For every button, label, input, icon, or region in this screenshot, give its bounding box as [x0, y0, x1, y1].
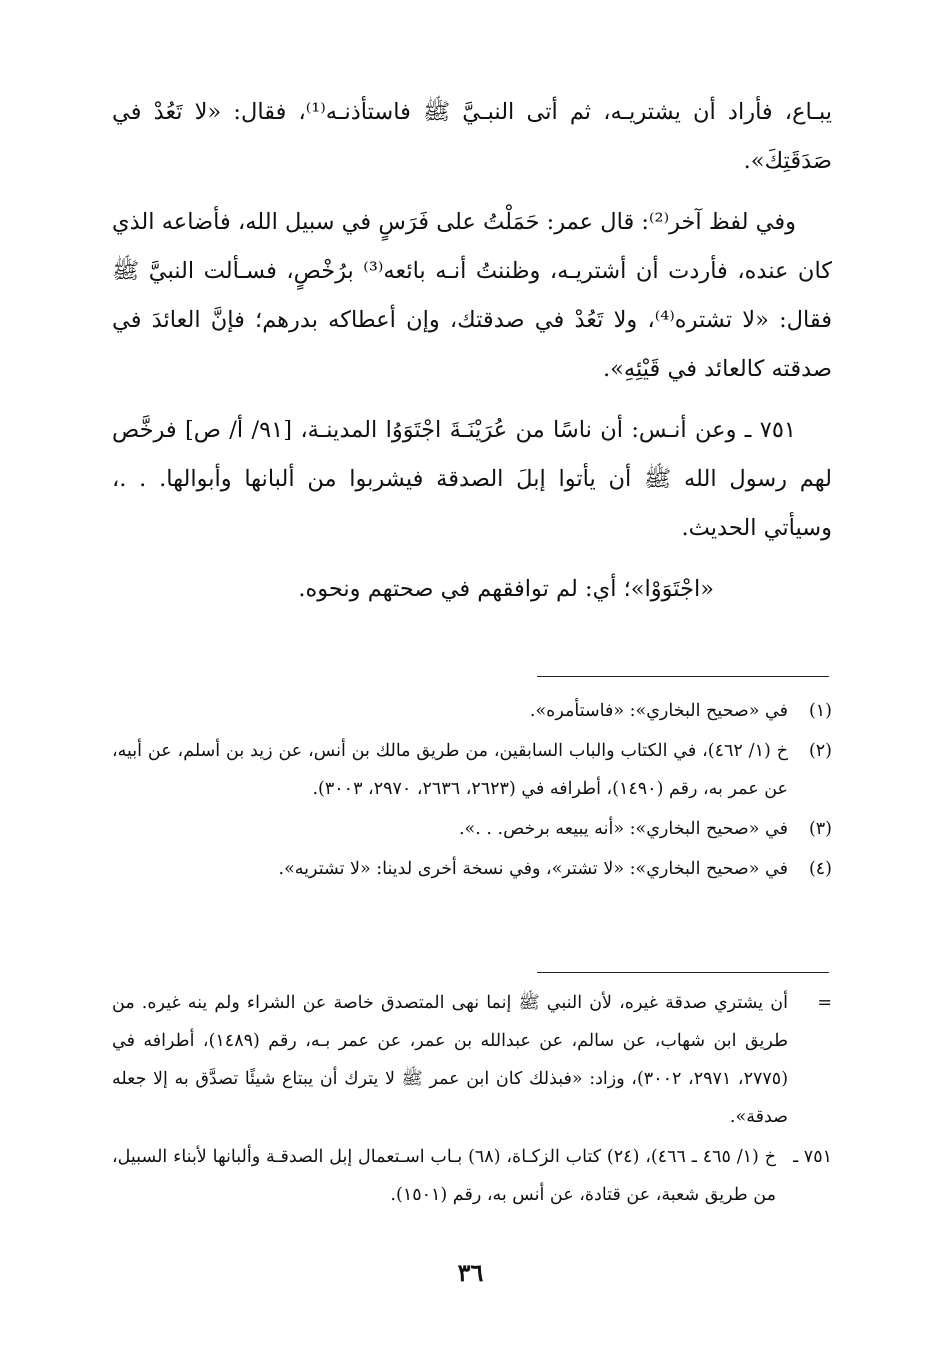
paragraph-explanation: «اجْتَوَوْا»؛ أي: لم توافقهم في صحتهم ونحوه. [298, 576, 714, 602]
takhrij-marker: = [817, 993, 832, 1013]
footnote-4 [112, 850, 832, 888]
paragraph-hadith-751: ٧٥١ ـ وعن أنـس: أن ناسًا من عُرَيْنَـةَ اجْتَوَوُا المدينـة، [٩١/ أ/ ص] فرخَّص لهم رسول الله ﷺ أن يأتوا إبلَ الصدقة فيشربوا من ألبانها وأبوالها. . .، وسيأتي الحديث. [112, 417, 832, 541]
takhrij-text: خ (١/ ٤٦٥ ـ ٤٦٦)، (٢٤) كتاب الزكـاة، (٦٨) بـاب اسـتعمال إبل الصدقـة وألبانها لأبناء السبيل، من طريق شعبة، عن قتادة، عن أنس به، رقم (١٥٠١). [112, 1147, 777, 1205]
footnote-2 [112, 732, 832, 808]
footnote-text: في «صحيح البخاري»: «لا تشتر»، وفي نسخة أخرى لدينا: «لا تشتريه». [278, 859, 788, 879]
footnote-text: خ (١/ ٤٦٢)، في الكتاب والباب السابقين، من طريق مالك بن أنس، عن زيد بن أسلم، عن أبيه، عن عمر به، رقم (١٤٩٠)، أطرافه في (٢٦٢٣، ٢٦٣٦، ٢٩٧٠، ٣٠٠٣). [112, 741, 788, 799]
footnote-text: في «صحيح البخاري»: «أنه يبيعه برخص. . .». [458, 819, 788, 839]
takhrij-separator [537, 972, 829, 973]
page-number: ٣٦ [457, 1258, 484, 1287]
paragraph-continuation: يبـاع، فأراد أن يشتريـه، ثم أتى النبـيَّ ﷺ فاستأذنـه⁽¹⁾، فقال: «لا تَعُدْ في صَدَقَتِكَ». [112, 99, 832, 174]
footnotes [112, 692, 832, 890]
footnote-number: (١) [808, 701, 832, 721]
takhrij-notes [112, 984, 832, 1216]
takhrij-marker: ٧٥١ ـ [793, 1147, 832, 1167]
main-text [112, 88, 832, 626]
footnote-number: (٤) [808, 859, 832, 879]
paragraph-other-wording: وفي لفظ آخر⁽²⁾: قال عمر: حَمَلْتُ على فَرَسٍ في سبيل الله، فأضاعه الذي كان عنده، فأردت أن أشتريـه، وظننتُ أنـه بائعه⁽³⁾ برُخْصٍ، فسـألت النبيَّ ﷺ فقال: «لا تشتره⁽⁴⁾، ولا تَعُدْ في صدقتك، وإن أعطاكه بدرهم؛ فإنَّ العائدَ في صدقته كالعائد في قَيْئِهِ». [112, 209, 833, 382]
footnote-number: (٢) [808, 741, 832, 761]
takhrij-751 [112, 1138, 832, 1214]
footnote-separator [537, 676, 829, 677]
takhrij-text: أن يشتري صدقة غيره، لأن النبي ﷺ إنما نهى المتصدق خاصة عن الشراء ولم ينه غيره. من طريق ابن شهاب، عن سالم، عن عبدالله بن عمر، عن عمر بـه، رقم (١٤٨٩)، أطرافه في (٢٧٧٥، ٢٩٧١، ٣٠٠٢)، وزاد: «فبذلك كان ابن عمر ﷺ لا يترك أن يبتاع شيئًا تصدَّق به إلا جعله صدقة». [112, 993, 789, 1127]
footnote-text: في «صحيح البخاري»: «فاستأمره». [529, 701, 788, 721]
takhrij-continuation [112, 984, 832, 1136]
footnote-number: (٣) [808, 819, 832, 839]
footnote-3 [112, 810, 832, 848]
footnote-1 [112, 692, 832, 730]
